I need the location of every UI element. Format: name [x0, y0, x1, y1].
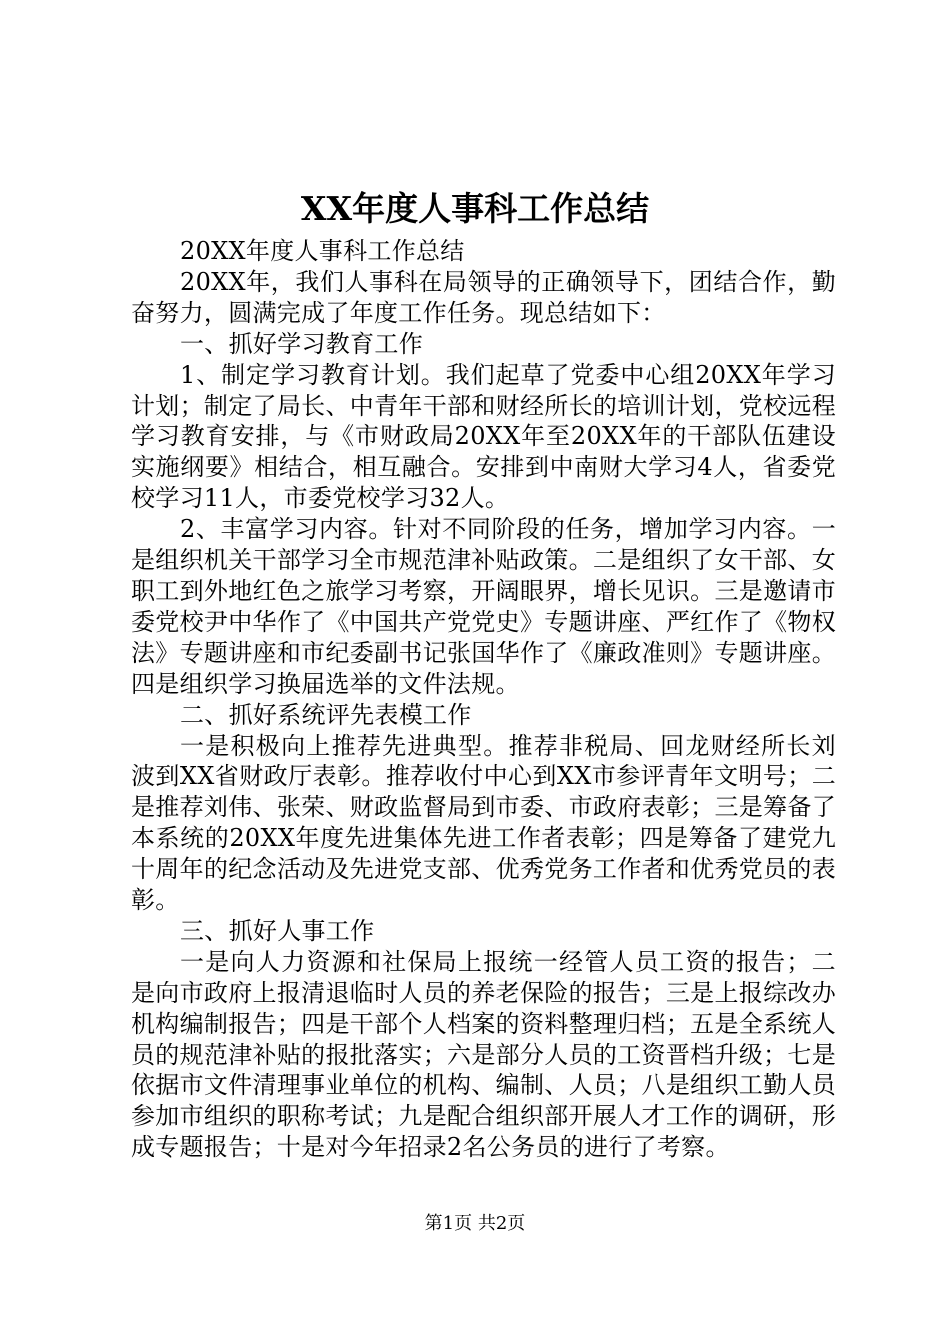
paragraph-subtitle: 20XX年度人事科工作总结: [180, 237, 465, 265]
section-heading-personnel: 三、抓好人事工作: [180, 916, 375, 945]
paragraph-personnel: 一是向人力资源和社保局上报统一经管人员工资的报告；二是向市政府上报清退临时人员的养老保险的报告；三是上报综改办机构编制报告；四是干部个人档案的资料整理归档；五是全系统人员的规范津补贴的报批落实；六是部分人员的工资晋档升级；七是依据市文件清理事业单位的机构、编制、人员；八是组织工勤人员参加市组织的职称考试；九是配合组织部开展人才工作的调研，形成专题报告；十是对今年招录2名公务员的进行了考察。: [131, 947, 836, 1162]
paragraph-study-plan: 1、制定学习教育计划。我们起草了党委中心组20XX年学习计划；制定了局长、中青年干部和财经所长的培训计划，党校远程学习教育安排，与《市财政局20XX年至20XX年的干部队伍建设实施纲要》相结合，相互融合。安排到中南财大学习4人，省委党校学习11人，市委党校学习32人。: [131, 360, 836, 513]
document-body: [131, 236, 836, 1163]
paragraph-awards: 一是积极向上推荐先进典型。推荐非税局、回龙财经所长刘波到XX省财政厅表彰。推荐收付中心到XX市参评青年文明号；二是推荐刘伟、张荣、财政监督局到市委、市政府表彰；三是筹备了本系统的20XX年度先进集体先进工作者表彰；四是筹备了建党九十周年的纪念活动及先进党支部、优秀党务工作者和优秀党员的表彰。: [131, 731, 836, 915]
page-number-footer: 第1页 共2页: [424, 1213, 526, 1234]
section-heading-awards: 二、抓好系统评先表模工作: [180, 700, 472, 729]
paragraph-intro: 20XX年，我们人事科在局领导的正确领导下，团结合作，勤奋努力，圆满完成了年度工作任务。现总结如下：: [131, 267, 836, 327]
paragraph-study-content: 2、丰富学习内容。针对不同阶段的任务，增加学习内容。一是组织机关干部学习全市规范津补贴政策。二是组织了女干部、女职工到外地红色之旅学习考察，开阔眼界，增长见识。三是邀请市委党校尹中华作了《中国共产党党史》专题讲座、严红作了《物权法》专题讲座和市纪委副书记张国华作了《廉政准则》专题讲座。四是组织学习换届选举的文件法规。: [131, 515, 836, 698]
document-title: XX年度人事科工作总结: [300, 189, 650, 228]
section-heading-study: 一、抓好学习教育工作: [180, 329, 423, 358]
